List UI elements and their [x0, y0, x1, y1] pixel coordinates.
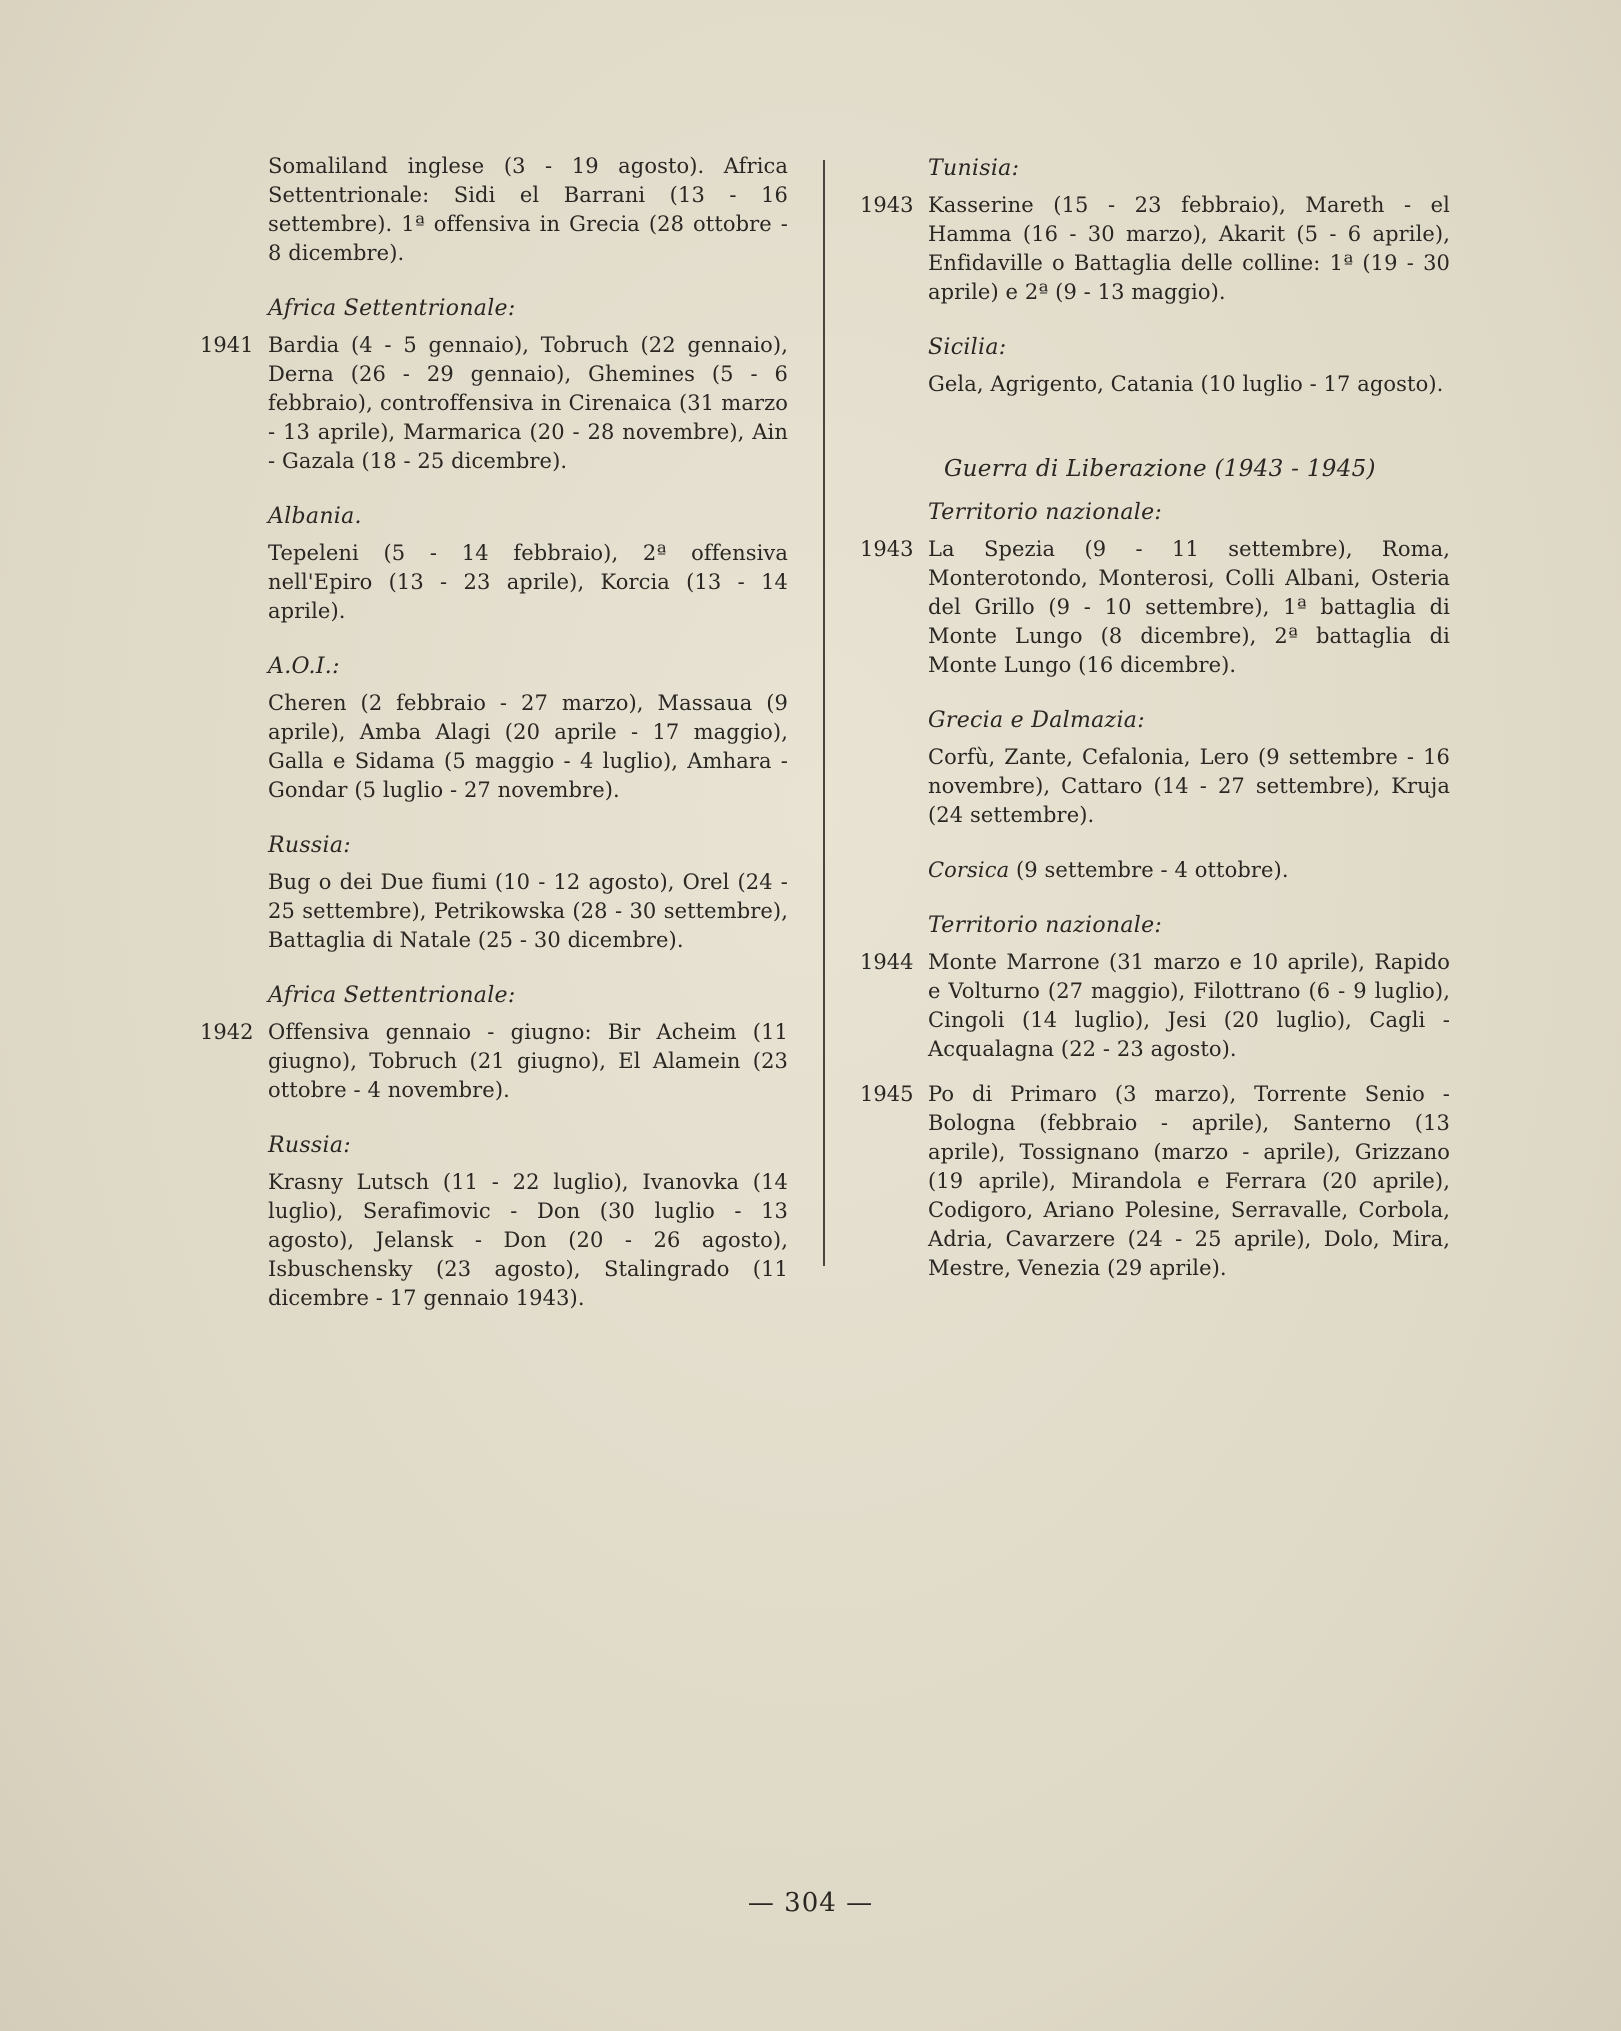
entry-text: Po di Primaro (3 marzo), Torrente Senio - Bologna (febbraio - aprile), Santerno (13 aprile), Tossignano (marzo - aprile), Grizzano (19 aprile), Mirandola e Ferrara (20 aprile), Codigoro, Ariano Polesine, Serravalle, Corbola, Adria, Cavarzere (24 - 25 aprile), Dolo, Mira, Mestre, Venezia (29 aprile).: [928, 1082, 1450, 1280]
entry-year: 1942: [200, 1020, 254, 1044]
entry-year: 1944: [860, 950, 914, 974]
entry-heading: Sicilia:: [928, 335, 1007, 360]
section-title: Guerra di Liberazione (1943 - 1945): [944, 456, 1376, 482]
entry-heading: Africa Settentrionale:: [268, 983, 516, 1008]
entry-year: 1943: [860, 193, 914, 217]
entry-year: 1945: [860, 1082, 914, 1106]
entry-heading: Territorio nazionale:: [928, 913, 1163, 938]
entry-heading: Territorio nazionale:: [928, 500, 1163, 525]
entry-text: Bardia (4 - 5 gennaio), Tobruch (22 gennaio), Derna (26 - 29 gennaio), Ghemines (5 - 6 febbraio), controffensiva in Cirenaica (31 marzo - 13 aprile), Marmarica (20 - 28 novembre), Ain - Gazala (18 - 25 dicembre).: [268, 333, 788, 473]
entry-grecia-dalmazia: [928, 706, 1450, 830]
entry-heading: Africa Settentrionale:: [268, 296, 516, 321]
entry-1944-territorio: [860, 911, 1450, 1064]
entry-heading: A.O.I.:: [268, 654, 340, 679]
entry-text: Corfù, Zante, Cefalonia, Lero (9 settembre - 16 novembre), Cattaro (14 - 27 settembre), Kruja (24 settembre).: [928, 745, 1450, 827]
entry-text: Tepeleni (5 - 14 febbraio), 2ª offensiva nell'Epiro (13 - 23 aprile), Korcia (13 - 14 aprile).: [268, 541, 788, 623]
entry-1943-territorio: [860, 498, 1450, 680]
left-column: [200, 152, 788, 1339]
entry-corsica: [928, 856, 1450, 885]
entry-text: Kasserine (15 - 23 febbraio), Mareth - el Hamma (16 - 30 marzo), Akarit (5 - 6 aprile), Enfidaville o Battaglia delle colline: 1ª (19 - 30 aprile) e 2ª (9 - 13 maggio).: [928, 193, 1450, 304]
entry-aoi: [268, 652, 788, 805]
entry-albania: [268, 502, 788, 626]
entry-year: 1943: [860, 537, 914, 561]
entry-text: Somaliland inglese (3 - 19 agosto). Africa Settentrionale: Sidi el Barrani (13 - 16 settembre). 1ª offensiva in Grecia (28 ottobre - 8 dicembre).: [268, 154, 788, 265]
entry-1942-africa: [200, 981, 788, 1105]
entry-text: Cheren (2 febbraio - 27 marzo), Massaua (9 aprile), Amba Alagi (20 aprile - 17 maggio), Galla e Sidama (5 maggio - 4 luglio), Amhara - Gondar (5 luglio - 27 novembre).: [268, 691, 788, 802]
entry-text: Krasny Lutsch (11 - 22 luglio), Ivanovka (14 luglio), Serafimovic - Don (30 luglio - 13 agosto), Jelansk - Don (20 - 26 agosto), Isbuschensky (23 agosto), Stalingrado (11 dicembre - 17 gennaio 1943).: [268, 1170, 788, 1310]
entry-heading: Tunisia:: [928, 156, 1020, 181]
column-divider: [823, 160, 825, 1266]
entry-sicilia: [928, 333, 1450, 399]
page-number: — 304 —: [747, 1888, 874, 1918]
entry-text: Bug o dei Due fiumi (10 - 12 agosto), Orel (24 - 25 settembre), Petrikowska (28 - 30 settembre), Battaglia di Natale (25 - 30 dicembre).: [268, 870, 788, 952]
entry-1945: [860, 1080, 1450, 1283]
entry-year: 1941: [200, 333, 254, 357]
entry-text: Offensiva gennaio - giugno: Bir Acheim (11 giugno), Tobruch (21 giugno), El Alamein (23 ottobre - 4 novembre).: [268, 1020, 788, 1102]
entry-text: Monte Marrone (31 marzo e 10 aprile), Rapido e Volturno (27 maggio), Filottrano (6 - 9 luglio), Cingoli (14 luglio), Jesi (20 luglio), Cagli - Acqualagna (22 - 23 agosto).: [928, 950, 1450, 1061]
entry-text: Gela, Agrigento, Catania (10 luglio - 17 agosto).: [928, 372, 1444, 396]
inline-heading: Corsica: [928, 858, 1010, 882]
entry-tunisia: [860, 154, 1450, 307]
entry-text: (9 settembre - 4 ottobre).: [1009, 858, 1289, 882]
entry-russia-1942: [268, 1131, 788, 1313]
entry-1941-africa: [200, 294, 788, 476]
entry-text: La Spezia (9 - 11 settembre), Roma, Monterotondo, Monterosi, Colli Albani, Osteria del Grillo (9 - 10 settembre), 1ª battaglia di Monte Lungo (8 dicembre), 2ª battaglia di Monte Lungo (16 dicembre).: [928, 537, 1450, 677]
entry-heading: Russia:: [268, 1133, 351, 1158]
entry-heading: Albania.: [268, 504, 362, 529]
entry-heading: Grecia e Dalmazia:: [928, 708, 1145, 733]
entry-heading: Russia:: [268, 833, 351, 858]
right-column: [860, 154, 1450, 1309]
entry-russia-1941: [268, 831, 788, 955]
entry-1940-continued: [268, 152, 788, 268]
